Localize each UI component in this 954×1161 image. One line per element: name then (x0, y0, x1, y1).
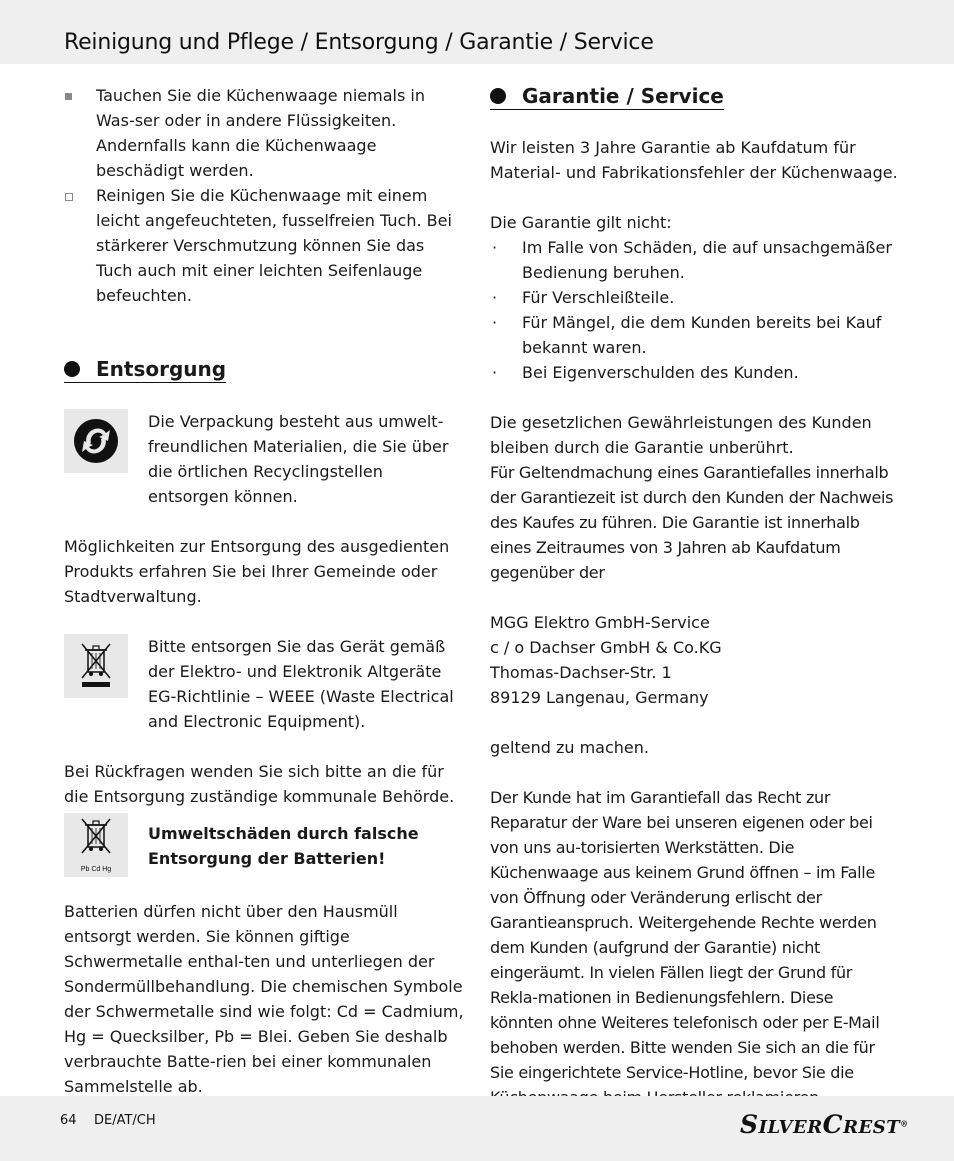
square-bullet-icon (65, 93, 72, 100)
repair-text: Der Kunde hat im Garantiefall das Recht zur Reparatur der Ware bei unseren eigenen oder bei von uns au-torisierten Werkstätten. Die Küchenwaage aus keinem Grund öffnen – im Falle von Öffnung oder Veränderung erlischt der Garantieanspruch. Weitergehende Rechte werden dem Kunden (aufgrund der Garantie) nicht eingeräumt. In vielen Fällen liegt der Grund für Rekla-mationen in Bedienungsfehlern. Diese könnten ohne Weiteres telefonisch oder per E-Mail behoben werden. Bitte wenden Sie sich an die für Sie eingerichtete Service-Hotline, bevor Sie die (490, 788, 880, 1082)
address-line: Thomas-Dachser-Str. 1 (490, 663, 672, 682)
page-number: 64 (60, 1113, 77, 1128)
recycle-icon (64, 409, 128, 473)
address-line: c / o Dachser GmbH & Co.KG (490, 638, 722, 657)
section-title: Entsorgung (96, 357, 227, 381)
battery-bin-icon (64, 813, 128, 877)
page-title: Reinigung und Pflege / Entsorgung / Garantie / Service (64, 30, 654, 55)
not-valid-label: Die Garantie gilt nicht: (490, 213, 672, 232)
locale-label: DE/AT/CH (94, 1113, 156, 1128)
list-item (490, 310, 900, 360)
not-valid-item: Im Falle von Schäden, die auf unsachgemäßer Bedienung beruhen. (522, 238, 892, 282)
guarantee-intro: Wir leisten 3 Jahre Garantie ab Kaufdatum für Material- und Fabrikationsfehler der Küchenwaage. (490, 138, 898, 182)
dot-bullet-icon: · (492, 288, 498, 307)
section-heading-garantie (490, 83, 724, 110)
hollow-square-bullet-icon (65, 193, 73, 201)
claim-text: Für Geltendmachung eines Garantiefalles innerhalb der Garantiezeit ist durch den Kunden der Nachweis des Kaufes zu führen. Die Garantie ist innerhalb eines Zeitraumes von 3 Jahren ab Kaufdatum gegenüber der (490, 463, 894, 582)
not-valid-item: Für Mängel, die dem Kunden bereits bei Kauf bekannt waren. (522, 313, 882, 357)
dot-bullet-icon: · (492, 313, 498, 332)
address-line: MGG Elektro GmbH-Service (490, 613, 710, 632)
section-title: Garantie / Service (522, 84, 724, 108)
list-item (64, 183, 464, 308)
assert-text: geltend zu machen. (490, 738, 649, 757)
battery-block (64, 813, 464, 899)
weee-text: Bitte entsorgen Sie das Gerät gemäß der Elektro- und Elektronik Altgeräte EG-Richtlinie – WEEE (Waste Electrical and Electronic Equipment). (148, 637, 454, 731)
disposal-info: Möglichkeiten zur Entsorgung des ausgedienten Produkts erfahren Sie bei Ihrer Gemeinde oder Stadtverwaltung. (64, 537, 450, 606)
section-heading-entsorgung (64, 356, 226, 383)
left-column (64, 83, 464, 1099)
bullet-text: Tauchen Sie die Küchenwaage niemals in Was-ser oder in andere Flüssigkeiten. Andernfalls kann die Küchenwaage beschädigt werden. (96, 86, 425, 180)
section-dot-icon (64, 361, 80, 377)
not-valid-item: Bei Eigenverschulden des Kunden. (522, 363, 799, 382)
dot-bullet-icon: · (492, 363, 498, 382)
crossed-bin-icon (64, 634, 128, 698)
silvercrest-logo: SILVERCREST® (740, 1110, 909, 1139)
recycle-block (64, 409, 464, 509)
section-dot-icon (490, 88, 506, 104)
bullet-text: Reinigen Sie die Küchenwaage mit einem leicht angefeuchteten, fusselfreien Tuch. Bei stärkerer Verschmutzung können Sie das Tuch auch mit einer leichten Seifenlauge befeuchten. (96, 186, 452, 305)
contact-text: Bei Rückfragen wenden Sie sich bitte an die für die Entsorgung zuständige kommunale Behörde. (64, 762, 455, 806)
list-item (490, 360, 900, 385)
list-item (64, 83, 464, 183)
battery-text: Batterien dürfen nicht über den Hausmüll entsorgt werden. Sie können giftige Schwermetalle enthal-ten und unterliegen der Sondermüllbehandlung. Die chemischen Symbole der Schwermetalle sind wie folgt: Cd = Cadmium, Hg = Quecksilber, Pb = Blei. Geben Sie deshalb verbrauchte Batte-rien bei einer kommunalen Sammelstelle ab. (64, 902, 464, 1096)
weee-block (64, 634, 464, 734)
recycle-text: Die Verpackung besteht aus umwelt-freundlichen Materialien, die Sie über die örtlichen Recyclingstellen entsorgen können. (148, 412, 449, 506)
not-valid-item: Für Verschleißteile. (522, 288, 675, 307)
list-item (490, 285, 900, 310)
address-line: 89129 Langenau, Germany (490, 688, 709, 707)
right-column (490, 83, 900, 1110)
battery-icon-label: Pb Cd Hg (80, 866, 112, 873)
battery-warning: Umweltschäden durch falsche Entsorgung der Batterien! (148, 824, 419, 868)
dot-bullet-icon: · (492, 238, 498, 257)
legal-text: Die gesetzlichen Gewährleistungen des Kunden bleiben durch die Garantie unberührt. (490, 413, 872, 457)
list-item (490, 235, 900, 285)
